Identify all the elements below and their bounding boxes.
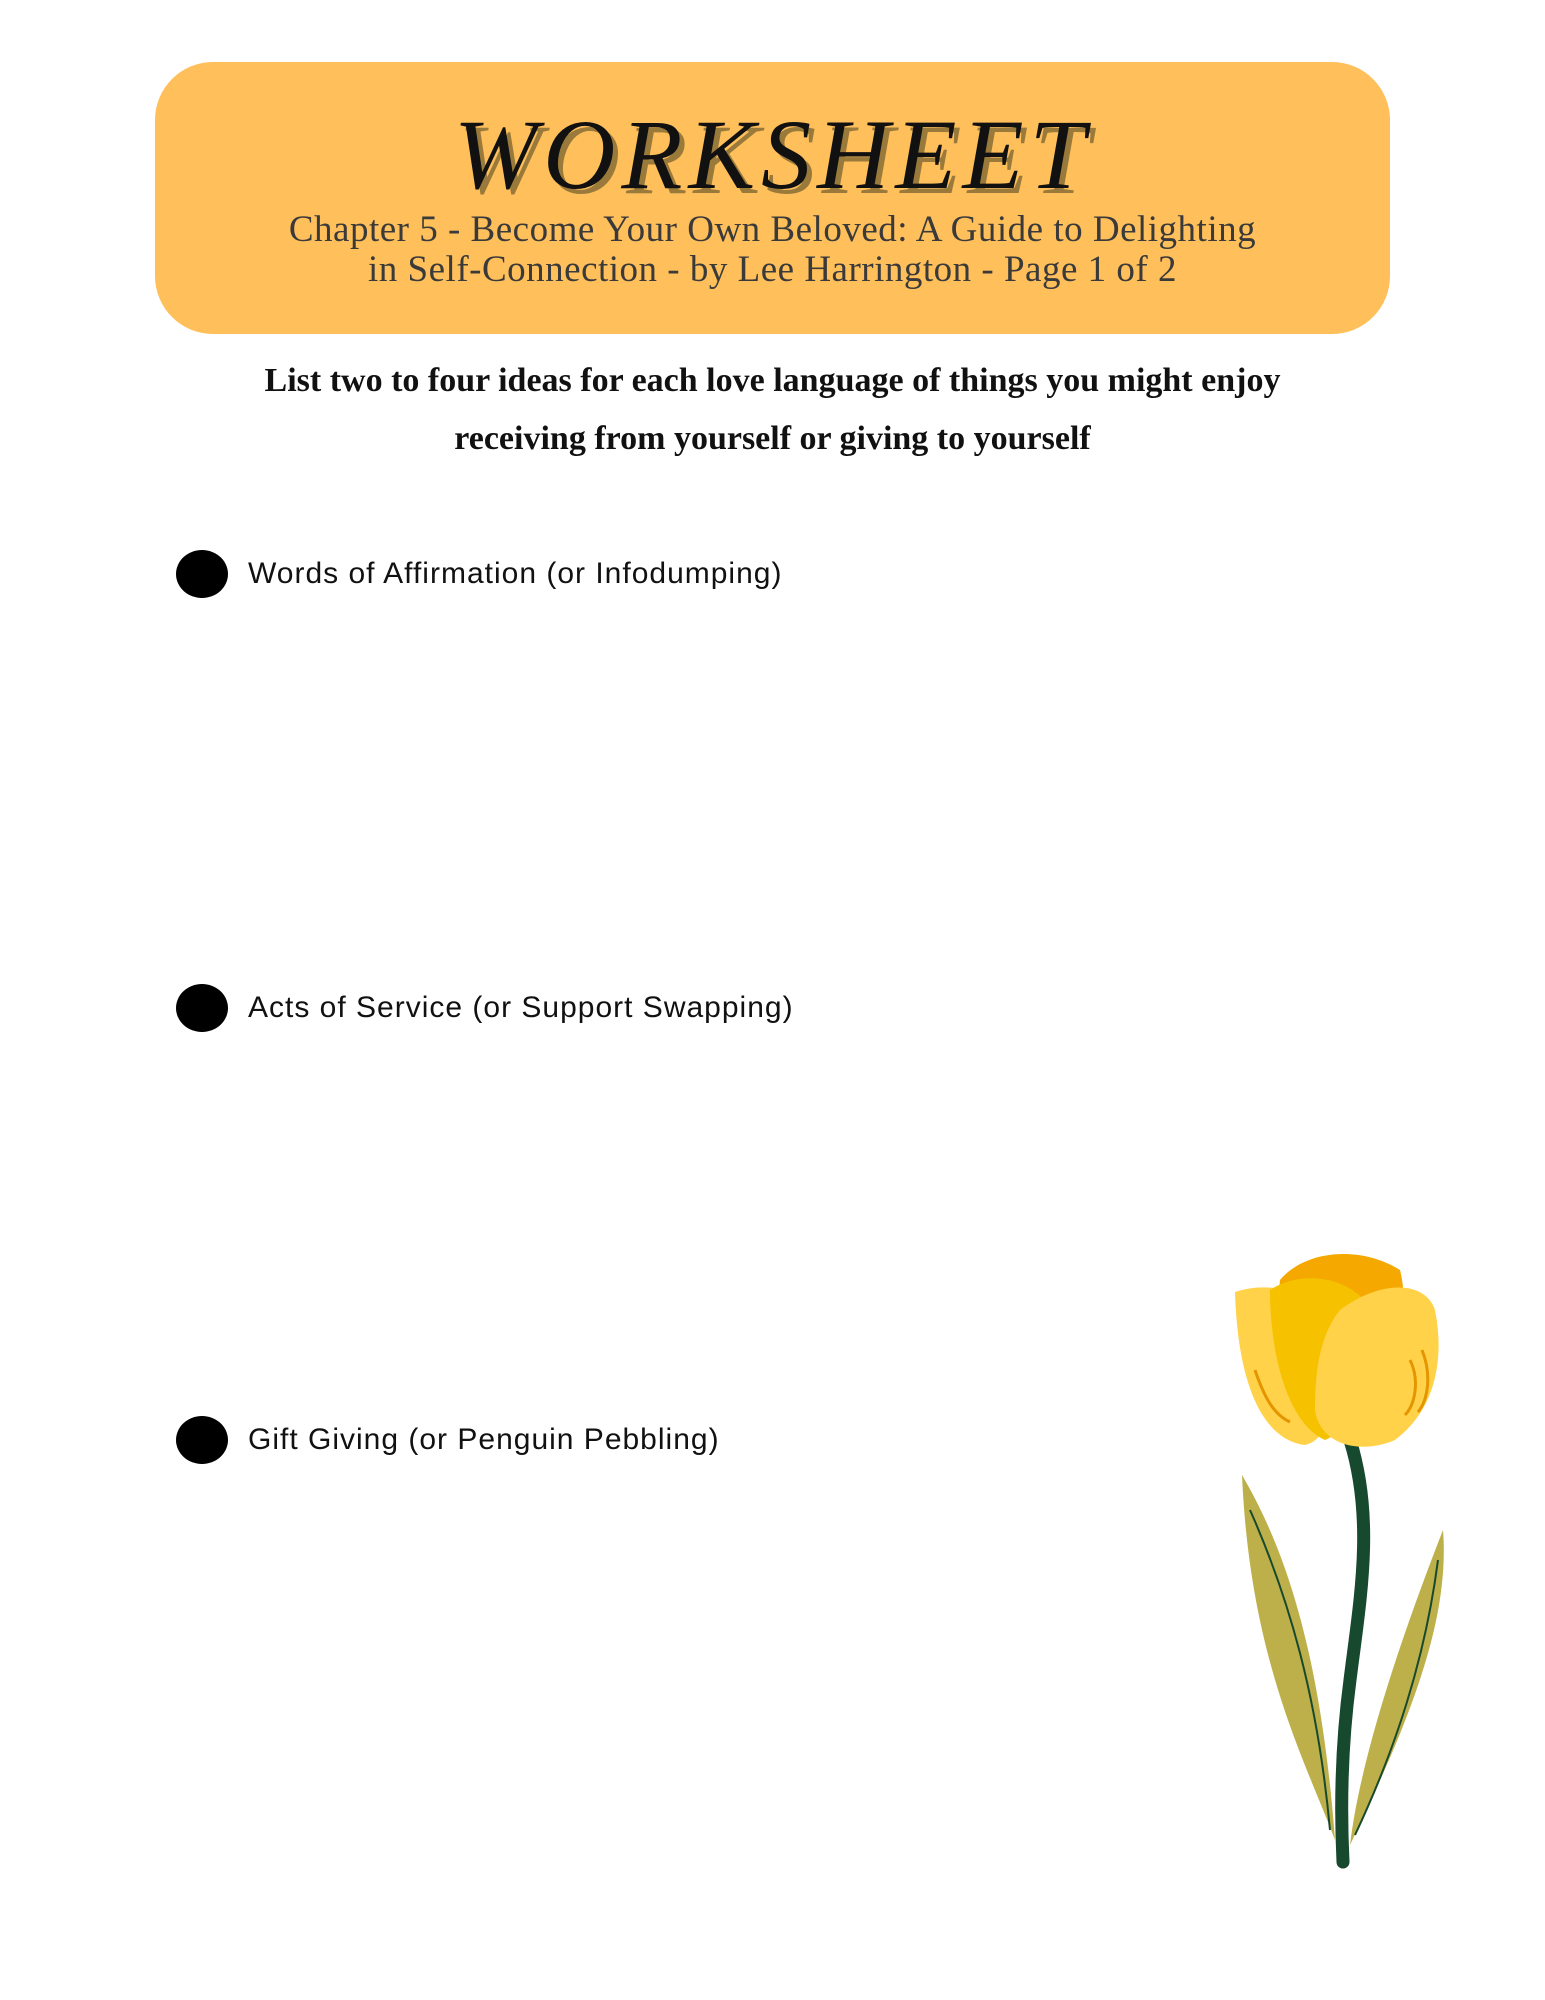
worksheet-title: WORKSHEET bbox=[453, 99, 1092, 210]
section-label: Words of Affirmation (or Infodumping) bbox=[248, 557, 783, 590]
section-label: Gift Giving (or Penguin Pebbling) bbox=[248, 1423, 720, 1456]
instructions bbox=[120, 352, 1425, 468]
subtitle-line-1: Chapter 5 - Become Your Own Beloved: A Guide to Delighting bbox=[288, 209, 1257, 250]
worksheet-subtitle bbox=[215, 210, 1330, 290]
section-words-of-affirmation bbox=[176, 550, 782, 598]
section-label: Acts of Service (or Support Swapping) bbox=[248, 991, 794, 1024]
bullet-dot-icon bbox=[176, 984, 228, 1032]
instructions-line-1: List two to four ideas for each love language of things you might enjoy bbox=[264, 362, 1281, 399]
subtitle-line-2: in Self-Connection - by Lee Harrington - Page 1 of 2 bbox=[368, 249, 1177, 290]
tulip-icon bbox=[1210, 1240, 1460, 1890]
section-gift-giving bbox=[176, 1416, 720, 1464]
section-acts-of-service bbox=[176, 984, 794, 1032]
tulip-left-leaf bbox=[1242, 1475, 1335, 1840]
bullet-dot-icon bbox=[176, 1416, 228, 1464]
header-banner bbox=[155, 62, 1390, 334]
instructions-line-2: receiving from yourself or giving to yourself bbox=[454, 420, 1091, 457]
bullet-dot-icon bbox=[176, 550, 228, 598]
